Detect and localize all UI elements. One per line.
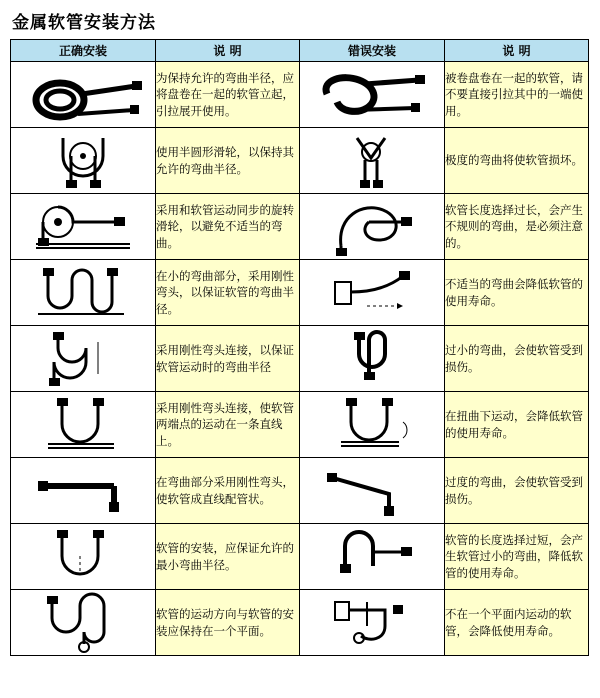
figure-wrong <box>300 194 445 260</box>
figure-wrong <box>300 458 445 524</box>
figure-wrong <box>300 326 445 392</box>
figure-wrong <box>300 62 445 128</box>
figure-correct <box>11 326 156 392</box>
desc-wrong: 软管的长度选择过短，会产生软管过小的弯曲，降低软管的使用寿命。 <box>445 524 589 590</box>
over-bend-icon <box>300 460 444 522</box>
desc-correct: 软管的运动方向与软管的安装应保持在一个平面。 <box>156 590 300 656</box>
desc-wrong: 在扭曲下运动，会降低软管的使用寿命。 <box>445 392 589 458</box>
figure-correct <box>11 590 156 656</box>
desc-correct: 在弯曲部分采用刚性弯头，使软管成直线配管状。 <box>156 458 300 524</box>
excess-length-loop-icon <box>300 196 444 258</box>
figure-correct <box>11 392 156 458</box>
desc-wrong: 不在一个平面内运动的软管，会降低使用寿命。 <box>445 590 589 656</box>
desc-correct: 采用刚性弯头连接，以保证软管运动时的弯曲半径 <box>156 326 300 392</box>
figure-correct <box>11 458 156 524</box>
table-row <box>11 194 589 260</box>
desc-wrong: 不适当的弯曲会降低软管的使用寿命。 <box>445 260 589 326</box>
coiled-hose-flat-icon <box>11 64 155 126</box>
same-plane-motion-icon <box>11 592 155 654</box>
synchronized-rotating-sheave-icon <box>11 196 155 258</box>
rigid-bend-small-radius-icon <box>11 262 155 324</box>
figure-correct <box>11 194 156 260</box>
figure-correct <box>11 260 156 326</box>
u-bend-straight-line-icon <box>11 394 155 456</box>
coiled-hose-pulled-icon <box>300 64 444 126</box>
table-row <box>11 326 589 392</box>
desc-wrong: 软管长度选择过长，会产生不规则的弯曲，是必须注意的。 <box>445 194 589 260</box>
semicircular-sheave-icon <box>11 130 155 192</box>
desc-correct: 采用刚性弯头连接，使软管两端点的运动在一条直线上。 <box>156 392 300 458</box>
too-small-bend-icon <box>300 328 444 390</box>
header-correct-install: 正确安装 <box>11 40 156 62</box>
figure-wrong <box>300 524 445 590</box>
table-row <box>11 128 589 194</box>
header-wrong-desc: 说 明 <box>445 40 589 62</box>
figure-correct <box>11 524 156 590</box>
hose-installation-table <box>10 39 589 656</box>
desc-correct: 为保持允许的弯曲半径，应将盘卷在一起的软管立起，引拉展开使用。 <box>156 62 300 128</box>
desc-wrong: 过小的弯曲，会使软管受到损伤。 <box>445 326 589 392</box>
out-of-plane-motion-icon <box>300 592 444 654</box>
table-row <box>11 392 589 458</box>
page-title: 金属软管安装方法 <box>12 13 156 33</box>
too-long-hose-icon <box>300 526 444 588</box>
desc-correct: 软管的安装，应保证允许的最小弯曲半径。 <box>156 524 300 590</box>
header-correct-desc: 说 明 <box>156 40 300 62</box>
desc-correct: 在小的弯曲部分，采用刚性弯头，以保证软管的弯曲半径。 <box>156 260 300 326</box>
desc-wrong: 被卷盘卷在一起的软管，请不要直接引拉其中的一端使用。 <box>445 62 589 128</box>
header-wrong-install: 错误安装 <box>300 40 445 62</box>
twisted-u-motion-icon <box>300 394 444 456</box>
figure-correct <box>11 128 156 194</box>
table-row <box>11 260 589 326</box>
desc-wrong: 极度的弯曲将使软管损坏。 <box>445 128 589 194</box>
table-header-row <box>11 40 589 62</box>
table-row <box>11 62 589 128</box>
table-row <box>11 458 589 524</box>
figure-wrong <box>300 590 445 656</box>
minimum-bend-radius-icon <box>11 526 155 588</box>
figure-wrong <box>300 260 445 326</box>
figure-correct <box>11 62 156 128</box>
table-row <box>11 590 589 656</box>
desc-wrong: 过度的弯曲，会使软管受到损伤。 <box>445 458 589 524</box>
figure-wrong <box>300 392 445 458</box>
table-row <box>11 524 589 590</box>
sharp-bend-pulley-icon <box>300 130 444 192</box>
straight-piping-elbow-icon <box>11 460 155 522</box>
desc-correct: 采用和软管运动同步的旋转滑轮，以避免不适当的弯曲。 <box>156 194 300 260</box>
improper-bend-icon <box>300 262 444 324</box>
figure-wrong <box>300 128 445 194</box>
desc-correct: 使用半圆形滑轮，以保持其允许的弯曲半径。 <box>156 128 300 194</box>
rigid-elbow-connection-icon <box>11 328 155 390</box>
